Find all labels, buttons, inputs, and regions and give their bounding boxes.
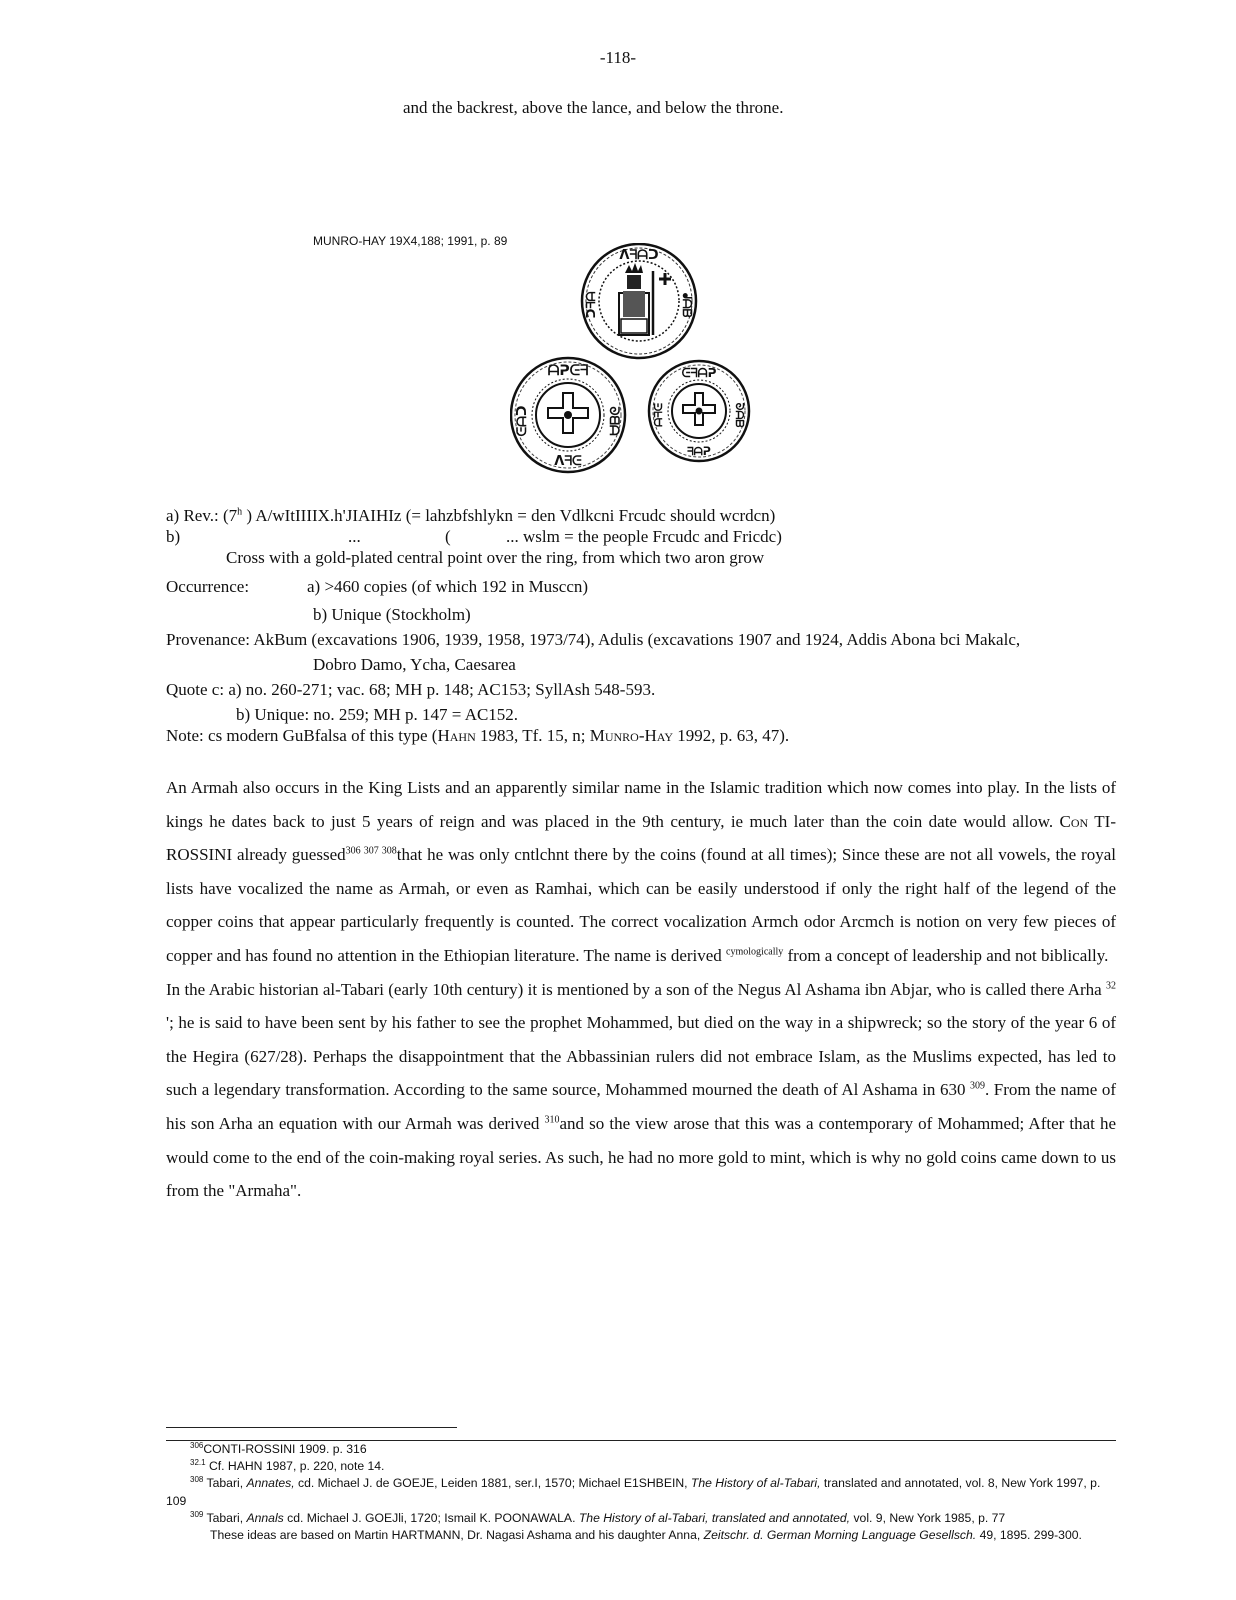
quote-line-1: Quote c: a) no. 260-271; vac. 68; MH p. 148; AC153; SyllAsh 548-593. (166, 680, 656, 699)
svg-text:ᘐᗩᗷ: ᘐᗩᗷ (733, 402, 746, 428)
occurrence-label: Occurrence: (166, 577, 250, 596)
spec-cross-description: Cross with a gold-plated central point over the ring, from which two aron grow (226, 548, 765, 567)
intro-line: and the backrest, above the lance, and below the throne. (403, 98, 784, 117)
svg-text:ᖷᗩᕈ: ᖷᗩᕈ (687, 445, 711, 458)
footnote-309: $^{309}$ Tabari, Annals cd. Michael J. GOEJli, 1720; Ismail K. POONAWALA. The History of al-Tabari, translated and annotated, vol. 9, New York 1985, p. 77 (190, 1509, 1006, 1525)
svg-text:ᐱᖷᕮ: ᐱᖷᕮ (554, 454, 582, 469)
coin-obverse-king (582, 244, 696, 358)
quote-line-2: b) Unique: no. 259; MH p. 147 = AC152. (236, 705, 519, 724)
svg-text:ᗩᕈᕮᖷ: ᗩᕈᕮᖷ (547, 363, 589, 379)
provenance-line-1: Provenance: AkBum (excavations 1906, 1939, 1958, 1973/74), Adulis (excavations 1907 and 1924, Addis Abona bci Makalc, (166, 630, 1021, 649)
footnotes (166, 1441, 1116, 1544)
spec-line-b-label: b) (166, 527, 181, 546)
svg-text:ᑐᖷᗩ: ᑐᖷᗩ (584, 291, 598, 319)
footnote-306: $^{306}$CONTI-ROSSINI 1909. p. 316 (190, 1440, 367, 1456)
coin-illustrations (510, 243, 770, 479)
footnote-308: $^{308}$ Tabari, Annates, cd. Michael J. de GOEJE, Leiden 1881, ser.I, 1570; Michael E1SHBEIN, The History of al-Tabari, translated and annotated, vol. 8, New York 1997, p. 109 (166, 1475, 1101, 1508)
provenance-line-2: Dobro Damo, Ycha, Caesarea (313, 655, 516, 674)
svg-text:ᗩᖷᕮ: ᗩᖷᕮ (652, 403, 665, 427)
footnote-310: These ideas are based on Martin HARTMANN, Dr. Nagasi Ashama and his daughter Anna, Zeitschr. d. German Morning Language Gesellsch. 49, 1895. 299-300. (210, 1528, 1082, 1543)
spec-line-b-dots: ... (348, 527, 361, 546)
spec-line-a: a) Rev.: (7$^h$ ) A/wItIIIIX.h'JIAIHIz (= lahzbfshlykn = den Vdlkcni Frcudc should wcrdcn) (166, 506, 776, 525)
svg-text:ᐱᖷᗩᑐ: ᐱᖷᗩᑐ (619, 248, 659, 263)
occurrence-b: b) Unique (Stockholm) (313, 605, 471, 624)
coin-reverse-cross-right (649, 361, 749, 461)
paragraph-1: An Armah also occurs in the King Lists and an apparently similar name in the Islamic tradition which now comes into play. In the lists of kings he dates back to just 5 years of reign and was placed in the 9th century, ie much later than the coin date would allow. Con TI-ROSSINI already guessed$^{306 307 308}$that he was only cntlchnt there by the coins (found at all times); Since these are not all vowels, the royal lists have vocalized the name as Armah, or even as Ramhai, which can be easily understood if only the right half of the legend of the copper coins that appear particularly frequently is counted. The correct vocalization Armch odor Arcmch is notion on very few pieces of copper and has found no attention in the Ethiopian literature. The name is derived $^{cymologically}$ from a concept of leadership and not biblically. (166, 778, 1116, 965)
coin-reverse-cross-left (511, 358, 625, 472)
body-text (166, 771, 1116, 1208)
svg-text:ᘐᗺᗩ: ᘐᗺᗩ (606, 406, 621, 436)
note-line: Note: cs modern GuBfalsa of this type (Hahn 1983, Tf. 15, n; Munro-Hay 1992, p. 63, 47). (166, 726, 790, 745)
svg-text:ᕮᗩᑐ: ᕮᗩᑐ (515, 405, 530, 437)
spec-line-b-text: ... wslm = the people Frcudc and Fricdc) (506, 527, 782, 546)
page-number: -118- (599, 48, 637, 67)
footnote-307: $^{32.1}$ Cf. HAHN 1987, p. 220, note 14. (190, 1458, 385, 1474)
occurrence-a: a) >460 copies (of which 192 in Musccn) (307, 577, 589, 596)
figure-credit: MUNRO-HAY 19X4,188; 1991, p. 89 (313, 234, 508, 248)
svg-text:ᕮᖷᗩᕈ: ᕮᖷᗩᕈ (681, 366, 717, 380)
spec-line-b-paren: ( (445, 527, 451, 546)
svg-text:ᖱᗩᗷ: ᖱᗩᗷ (680, 292, 694, 318)
footnote-separator-short (166, 1427, 457, 1428)
paragraph-2: In the Arabic historian al-Tabari (early 10th century) it is mentioned by a son of the Negus Al Ashama ibn Abjar, who is called there Arha $^{32}$ '; he is said to have been sent by his father to see the prophet Mohammed, but died on the way in a shipwreck; so the story of the year 6 of the Hegira (627/28). Perhaps the disappointment that the Abbassinian rulers did not embrace Islam, as the Muslims expected, has led to such a legendary transformation. According to the same source, Mohammed mourned the death of Al Ashama in 630 $^{309}$. From the name of his son Arha an equation with our Armah was derived $^{310}$and so the view arose that this was a contemporary of Mohammed; After that he would come to the end of the coin-making royal series. As such, he had no more gold to mint, which is why no gold coins came down to us from the "Armaha". (166, 979, 1116, 1201)
